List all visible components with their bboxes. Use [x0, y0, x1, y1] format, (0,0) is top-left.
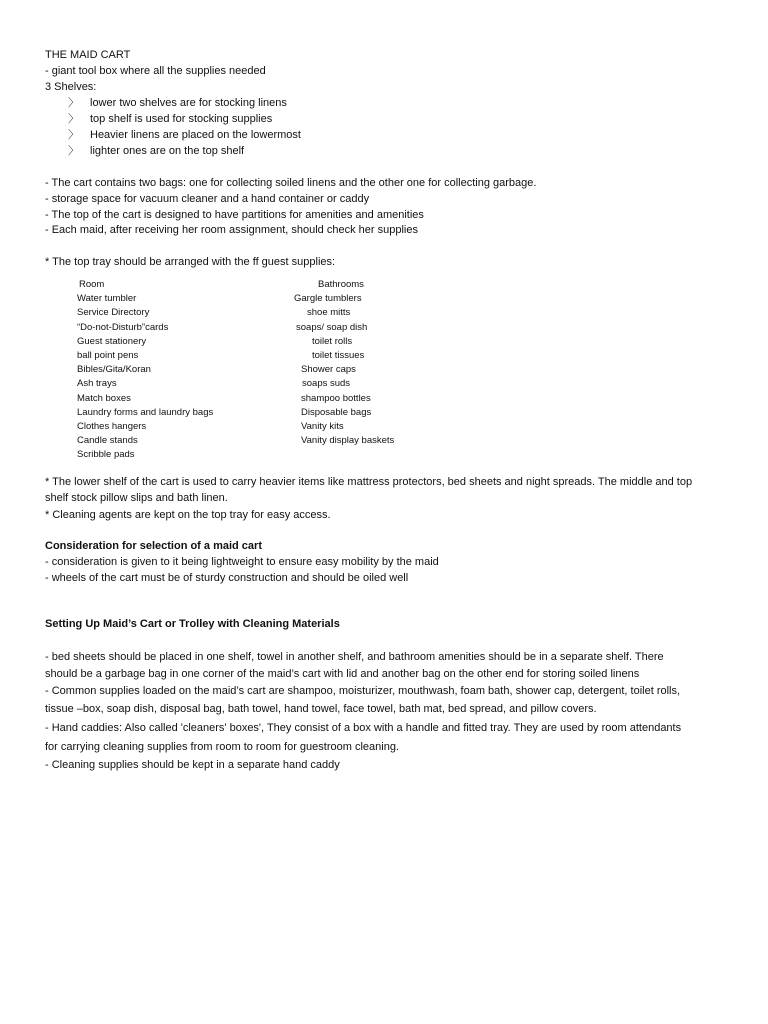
bathroom-item: shampoo bottles	[301, 392, 371, 404]
room-item: Candle stands	[77, 435, 138, 447]
room-supplies-column	[77, 278, 213, 462]
bathroom-item: Vanity kits	[301, 420, 344, 432]
room-item: “Do-not-Disturb”cards	[77, 321, 169, 333]
intro-line: 3 Shelves:	[45, 81, 97, 93]
room-item: Guest stationery	[77, 335, 147, 347]
setup-line: - Common supplies loaded on the maid’s cart are shampoo, moisturizer, mouthwash, foam bath, shower cap, detergent, toilet rolls,	[45, 685, 681, 697]
room-item: ball point pens	[77, 349, 139, 361]
room-item: Water tumbler	[77, 293, 137, 305]
bathroom-item: soaps/ soap dish	[296, 321, 368, 333]
chevron-right-icon: 〉	[68, 113, 79, 125]
room-item: Match boxes	[77, 392, 131, 404]
setup-line: - bed sheets should be placed in one shelf, towel in another shelf, and bathroom amenities should be in a separate shelf. There	[45, 651, 664, 663]
bathroom-item: Shower caps	[301, 364, 356, 376]
cart-note: - The top of the cart is designed to have partitions for amenities and amenities	[45, 209, 424, 221]
shelf-bullet: 〉 lower two shelves are for stocking linens	[68, 97, 287, 109]
room-column-header: Room	[79, 279, 105, 290]
bathroom-item: toilet tissues	[312, 349, 365, 361]
room-item: Clothes hangers	[77, 420, 147, 432]
room-item: Scribble pads	[77, 449, 135, 461]
setup-line: - Cleaning supplies should be kept in a separate hand caddy	[45, 759, 340, 771]
setup-line: for carrying cleaning supplies from room to room for guestroom cleaning.	[45, 741, 399, 753]
bathroom-item: Disposable bags	[301, 406, 372, 418]
shelf-note: * The lower shelf of the cart is used to carry heavier items like mattress protectors, bed sheets and night spreads. The middle and top	[45, 476, 693, 488]
room-item: Bibles/Gita/Koran	[77, 364, 151, 376]
shelf-bullet: 〉 lighter ones are on the top shelf	[68, 145, 245, 157]
room-item: Service Directory	[77, 307, 150, 319]
shelf-note: * Cleaning agents are kept on the top tray for easy access.	[45, 509, 331, 521]
shelf-note: shelf stock pillow slips and bath linen.	[45, 492, 228, 504]
cart-note: - Each maid, after receiving her room assignment, should check her supplies	[45, 224, 418, 236]
cart-note: - The cart contains two bags: one for collecting soiled linens and the other one for collecting garbage.	[45, 177, 537, 189]
chevron-right-icon: 〉	[68, 145, 79, 157]
consideration-line: - wheels of the cart must be of sturdy construction and should be oiled well	[45, 572, 409, 584]
bathroom-supplies-column	[294, 278, 394, 448]
shelf-bullet: 〉 top shelf is used for stocking supplies	[68, 113, 273, 125]
consideration-heading: Consideration for selection of a maid cart	[45, 540, 262, 552]
setup-line: should be a garbage bag in one corner of the maid’s cart with lid and another bag on the other end for storing soiled linens	[45, 668, 640, 680]
intro-line: - giant tool box where all the supplies needed	[45, 65, 266, 77]
setup-line: - Hand caddies: Also called 'cleaners' boxes', They consist of a box with a handle and fitted tray. They are used by room attendants	[45, 722, 682, 734]
chevron-right-icon: 〉	[68, 97, 79, 109]
consideration-line: - consideration is given to it being lightweight to ensure easy mobility by the maid	[45, 556, 439, 568]
cart-note: - storage space for vacuum cleaner and a hand container or caddy	[45, 193, 370, 205]
tray-heading: * The top tray should be arranged with the ff guest supplies:	[45, 256, 336, 268]
bathroom-item: soaps suds	[302, 378, 351, 390]
room-item: Ash trays	[77, 378, 117, 390]
setup-heading: Setting Up Maid’s Cart or Trolley with Cleaning Materials	[45, 618, 340, 630]
bathroom-item: shoe mitts	[307, 307, 351, 319]
bathroom-item: toilet rolls	[312, 335, 353, 347]
chevron-right-icon: 〉	[68, 129, 79, 141]
room-item: Laundry forms and laundry bags	[77, 406, 214, 418]
bathroom-item: Gargle tumblers	[294, 293, 362, 305]
setup-line: tissue –box, soap dish, disposal bag, bath towel, hand towel, face towel, bath mat, bed spread, and pillow covers.	[45, 703, 597, 715]
bathroom-column-header: Bathrooms	[318, 279, 364, 290]
bathroom-item: Vanity display baskets	[301, 435, 395, 447]
document-title: THE MAID CART	[45, 49, 131, 61]
shelf-bullet: 〉 Heavier linens are placed on the lowermost	[68, 129, 301, 141]
